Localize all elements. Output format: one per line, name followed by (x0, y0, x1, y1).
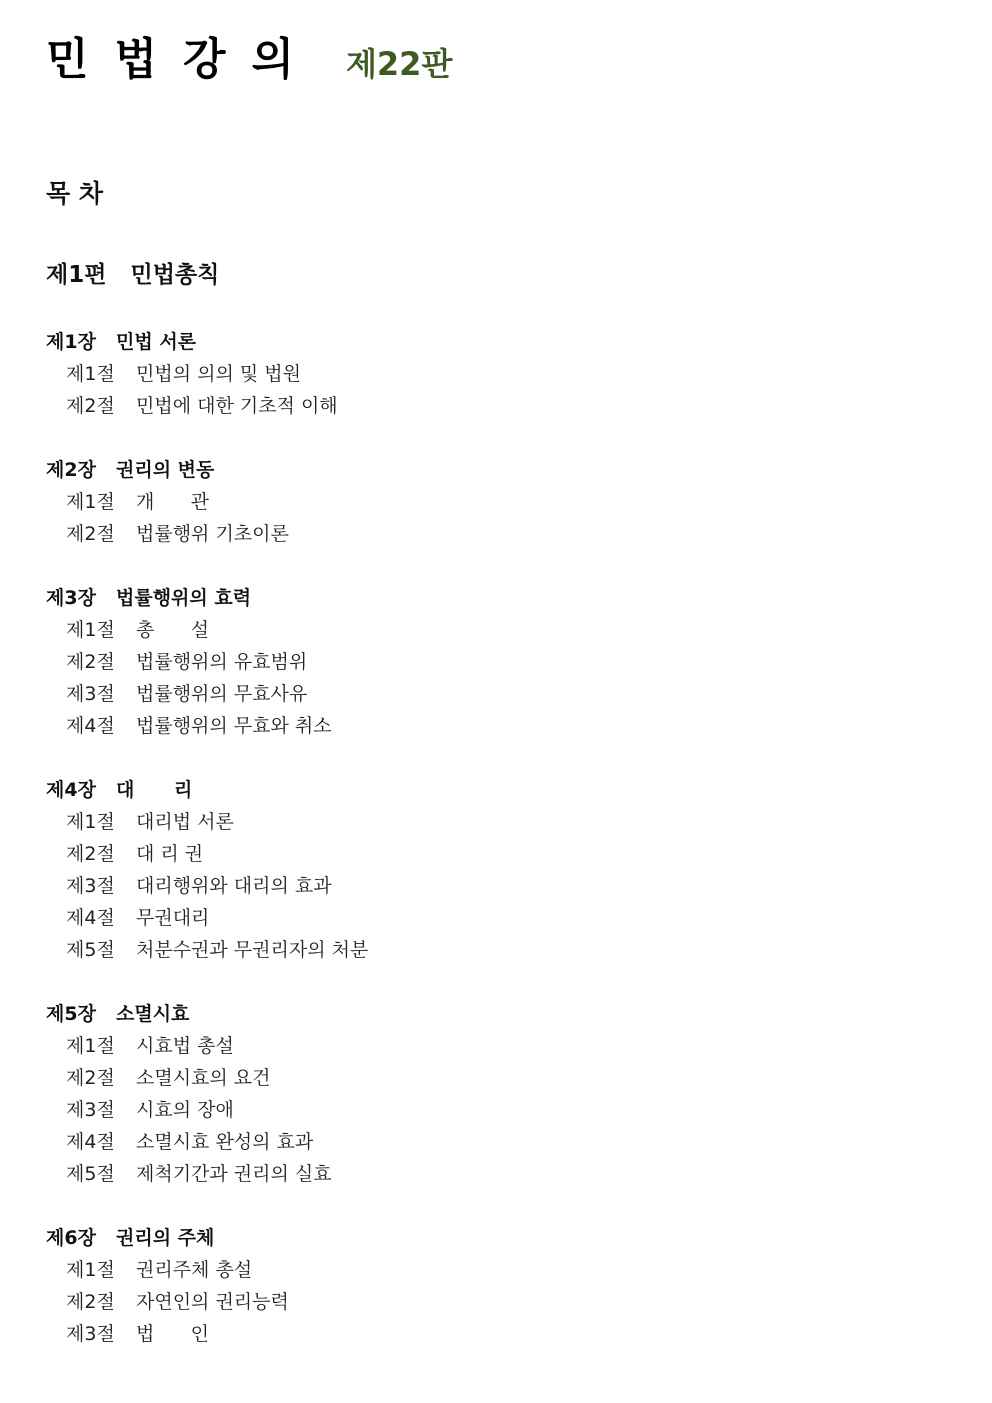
section-item (46, 1286, 368, 1318)
section-number: 제2절 (66, 1067, 115, 1089)
section-item (46, 1030, 368, 1062)
part-heading (46, 258, 219, 292)
chapter-block (46, 774, 368, 966)
section-item (46, 646, 368, 678)
section-item (46, 1158, 368, 1190)
section-number: 제2절 (66, 523, 115, 545)
section-title: 제척기간과 권리의 실효 (136, 1163, 332, 1185)
chapter-title: 소멸시효 (116, 1003, 190, 1025)
section-item (46, 614, 368, 646)
section-number: 제5절 (66, 1163, 115, 1185)
section-item (46, 1254, 368, 1286)
chapter-heading (46, 774, 368, 806)
chapter-block (46, 1222, 368, 1350)
chapter-block (46, 582, 368, 742)
section-title: 소멸시효 완성의 효과 (136, 1131, 314, 1153)
section-title: 처분수권과 무권리자의 처분 (136, 939, 369, 961)
section-number: 제3절 (66, 875, 115, 897)
edition-label: 제22판 (346, 45, 453, 83)
section-number: 제1절 (66, 811, 115, 833)
section-number: 제3절 (66, 683, 115, 705)
section-number: 제1절 (66, 491, 115, 513)
section-title: 법률행위의 무효와 취소 (136, 715, 332, 737)
section-title: 시효의 장애 (136, 1099, 234, 1121)
section-title: 법 인 (136, 1323, 209, 1345)
section-number: 제5절 (66, 939, 115, 961)
chapter-number: 제4장 (46, 779, 96, 801)
section-number: 제4절 (66, 907, 115, 929)
section-item (46, 1318, 368, 1350)
section-number: 제3절 (66, 1323, 115, 1345)
chapter-title: 대 리 (116, 779, 193, 801)
section-item (46, 1126, 368, 1158)
section-item (46, 838, 368, 870)
chapter-number: 제6장 (46, 1227, 96, 1249)
chapter-heading (46, 998, 368, 1030)
section-title: 민법의 의의 및 법원 (136, 363, 301, 385)
section-item (46, 358, 368, 390)
section-title: 법률행위의 유효범위 (136, 651, 308, 673)
section-title: 자연인의 권리능력 (136, 1291, 289, 1313)
section-number: 제3절 (66, 1099, 115, 1121)
section-item (46, 678, 368, 710)
section-number: 제4절 (66, 1131, 115, 1153)
chapter-heading (46, 582, 368, 614)
section-title: 무권대리 (136, 907, 210, 929)
section-title: 소멸시효의 요건 (136, 1067, 271, 1089)
section-title: 대리법 서론 (136, 811, 234, 833)
toc-list (46, 326, 368, 1382)
toc-heading: 목 차 (46, 179, 104, 208)
part-title: 민법총칙 (130, 262, 220, 288)
section-item (46, 518, 368, 550)
section-number: 제1절 (66, 1259, 115, 1281)
section-number: 제1절 (66, 619, 115, 641)
section-item (46, 1094, 368, 1126)
section-number: 제2절 (66, 843, 115, 865)
section-number: 제4절 (66, 715, 115, 737)
chapter-title: 권리의 변동 (116, 459, 215, 481)
section-title: 총 설 (136, 619, 209, 641)
chapter-title: 민법 서론 (116, 331, 197, 353)
section-item (46, 710, 368, 742)
section-title: 대리행위와 대리의 효과 (136, 875, 332, 897)
section-item (46, 486, 368, 518)
section-title: 대 리 권 (136, 843, 204, 865)
chapter-heading (46, 1222, 368, 1254)
section-title: 법률행위 기초이론 (136, 523, 289, 545)
section-number: 제1절 (66, 363, 115, 385)
section-number: 제2절 (66, 1291, 115, 1313)
section-number: 제1절 (66, 1035, 115, 1057)
section-title: 법률행위의 무효사유 (136, 683, 308, 705)
section-item (46, 902, 368, 934)
chapter-title: 법률행위의 효력 (116, 587, 252, 609)
section-item (46, 806, 368, 838)
chapter-number: 제3장 (46, 587, 96, 609)
section-item (46, 390, 368, 422)
section-item (46, 870, 368, 902)
chapter-block (46, 326, 368, 422)
section-title: 개 관 (136, 491, 209, 513)
part-number: 제1편 (46, 262, 107, 288)
chapter-block (46, 998, 368, 1190)
chapter-title: 권리의 주체 (116, 1227, 215, 1249)
section-title: 권리주체 총설 (136, 1259, 253, 1281)
chapter-heading (46, 454, 368, 486)
chapter-number: 제2장 (46, 459, 96, 481)
section-number: 제2절 (66, 395, 115, 417)
book-title: 민법강의 (46, 34, 321, 85)
chapter-heading (46, 326, 368, 358)
chapter-block (46, 454, 368, 550)
section-item (46, 1062, 368, 1094)
section-item (46, 934, 368, 966)
chapter-number: 제1장 (46, 331, 96, 353)
section-title: 시효법 총설 (136, 1035, 234, 1057)
section-number: 제2절 (66, 651, 115, 673)
section-title: 민법에 대한 기초적 이해 (136, 395, 338, 417)
chapter-number: 제5장 (46, 1003, 96, 1025)
